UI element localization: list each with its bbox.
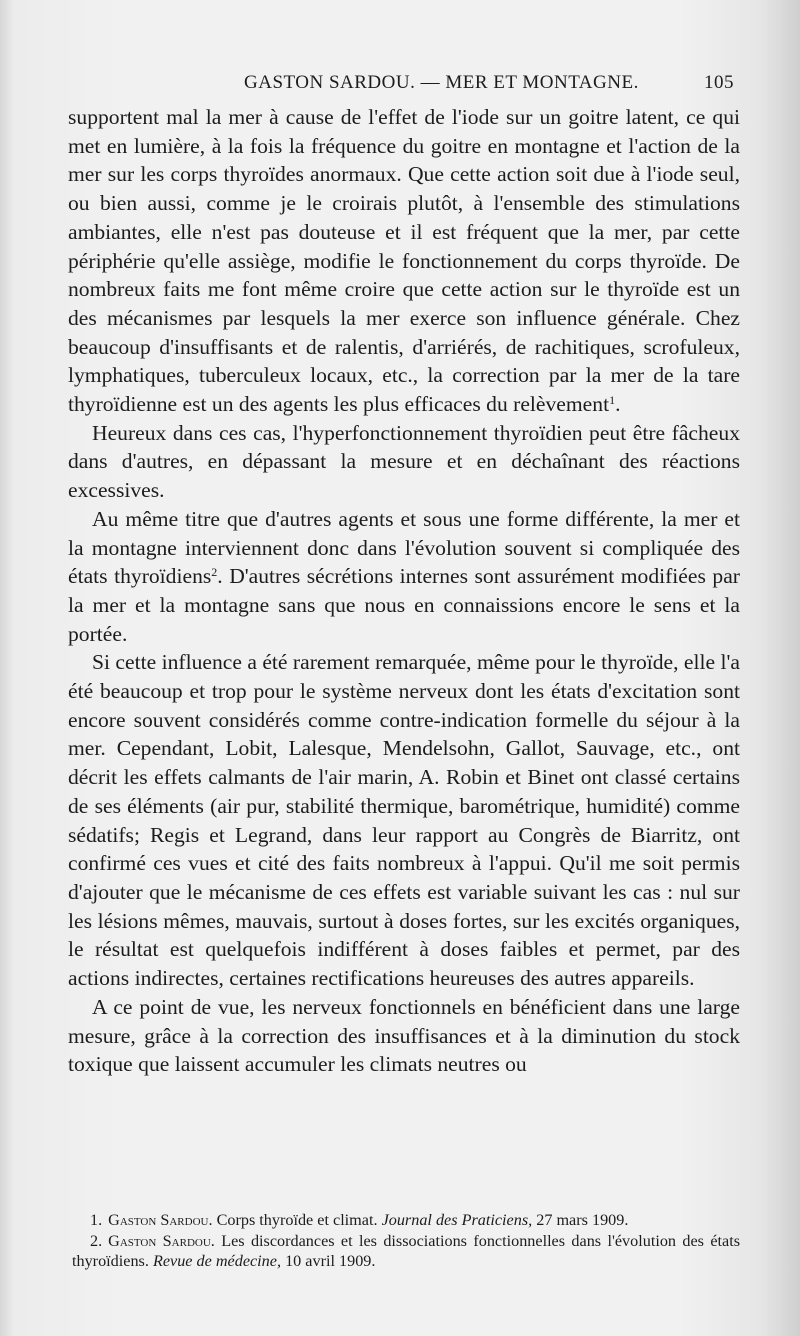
paragraph: Au même titre que d'autres agents et sous une forme différente, la mer et la montagne interviennent donc dans l'évolution souvent si compliquée des états thyroïdiens$^2$. D'autres sécrétions internes sont assurément modifiées par la mer et la montagne sans que nous en connaissions encore le sens et la portée. — [68, 506, 740, 646]
paragraph: A ce point de vue, les nerveux fonctionnels en bénéficient dans une large mesure, grâce à la correction des insuffisances et à la diminution du stock toxique que laissent accumuler les climats neutres ou — [68, 994, 740, 1077]
footnote-author: Gaston Sardou. — [108, 1231, 215, 1250]
footnote-journal: Revue de médecine, — [152, 1252, 282, 1270]
footnote-journal: Journal des Praticiens, — [381, 1211, 533, 1229]
running-title: GASTON SARDOU. — MER ET MONTAGNE. — [244, 72, 639, 93]
footnotes — [72, 1210, 740, 1272]
footnote-number: 1. — [90, 1211, 103, 1229]
footnote-ref: 2 — [211, 565, 218, 580]
footnote: 2. Gaston Sardou. Les discordances et les dissociations fonctionnelles dans l'évolution des états thyroïdiens. Revue de médecine, 10 avril 1909. — [72, 1231, 741, 1270]
running-header — [0, 72, 800, 100]
paragraph: Si cette influence a été rarement remarquée, même pour le thyroïde, elle l'a été beaucoup et trop pour le système nerveux dont les états d'excitation sont encore souvent considérés comme contre-indication formelle du séjour à la mer. Cependant, Lobit, Lalesque, Mendelsohn, Gallot, Sauvage, etc., ont décrit les effets calmants de l'air marin, A. Robin et Binet ont classé certains de ses éléments (air pur, stabilité thermique, barométrique, humidité) comme sédatifs; Regis et Legrand, dans leur rapport au Congrès de Biarritz, ont confirmé ces vues et cité des faits nombreux à l'appui. Qu'il me soit permis d'ajouter que le mécanisme de ces effets est variable suivant les cas : nul sur les lésions mêmes, mauvais, surtout à doses fortes, sur les excités organiques, le résultat est quelquefois indifférent à doses faibles et permet, par des actions indirectes, certaines rectifications heureuses des autres appareils. — [68, 650, 740, 991]
footnote-author: Gaston Sardou. — [108, 1211, 213, 1229]
paragraph: supportent mal la mer à cause de l'effet de l'iode sur un goitre latent, ce qui met en lumière, à la fois la fréquence du goitre en montagne et l'action de la mer sur les corps thyroïdes anormaux. Que cette action soit due à l'iode seul, ou bien aussi, comme je le croirais plutôt, à l'ensemble des stimulations ambiantes, elle n'est pas douteuse et il est fréquent que la mer, par cette périphérie qu'elle assiège, modifie le fonctionnement du corps thyroïde. De nombreux faits me font même croire que cette action sur le thyroïde est un des mécanismes par lesquels la mer exerce son influence générale. Chez beaucoup d'insuffisants et de ralentis, d'arriérés, de rachitiques, scrofuleux, lymphatiques, tuberculeux locaux, etc., la correction par la mer de la tare thyroïdienne est un des agents les plus efficaces du relèvement$^1$. — [68, 105, 740, 417]
page-number: 105 — [704, 72, 734, 93]
body-text — [68, 103, 740, 1079]
footnote: 1. Gaston Sardou. Corps thyroïde et climat. Journal des Praticiens, 27 mars 1909. — [90, 1211, 629, 1229]
paragraph: Heureux dans ces cas, l'hyperfonctionnement thyroïdien peut être fâcheux dans d'autres, en dépassant la mesure et en déchaînant des réactions excessives. — [68, 420, 740, 503]
footnote-number: 2. — [90, 1231, 103, 1250]
footnote-ref: 1 — [609, 393, 616, 408]
